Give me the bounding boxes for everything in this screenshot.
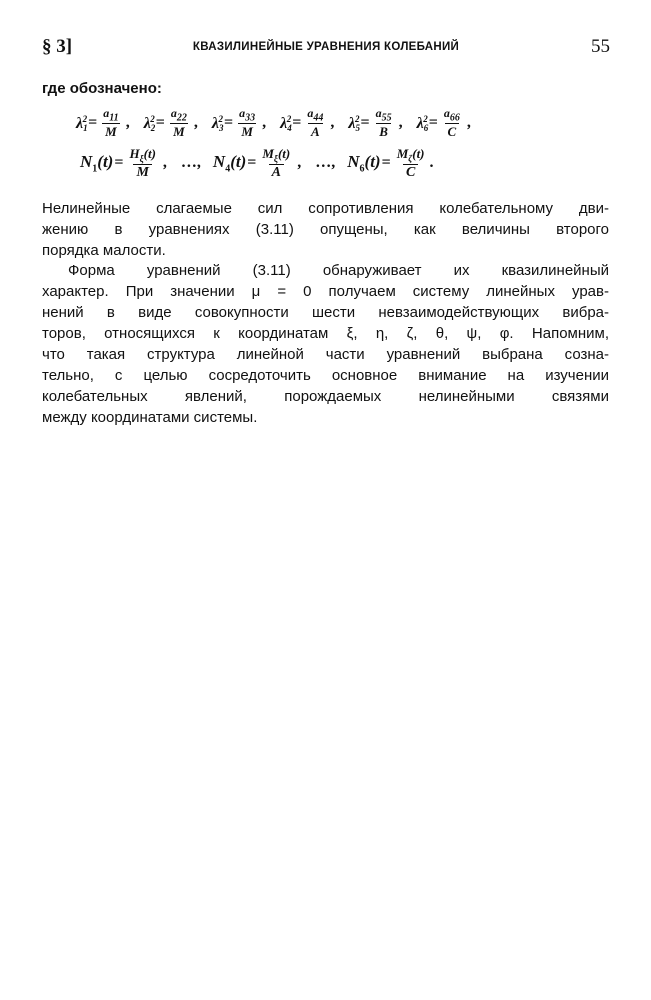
ellipsis: …, <box>180 154 201 172</box>
text-line: нений в виде совокупности шести невзаимодействующих вибра- <box>42 304 609 321</box>
intro-text: где обозначено: <box>42 80 162 97</box>
text-line: Форма уравнений (3.11) обнаруживает их квазилинейный <box>68 262 609 279</box>
lambda-eq: $\lambda_2^2$ = $\frac{a_{22}}{M}$ , <box>143 106 198 140</box>
n6-eq: $N_6(t)$ = $\frac{M_\zeta(t)}{C}$ . <box>347 146 434 180</box>
lambda-eq: $\lambda_3^2$ = $\frac{a_{33}}{M}$ , <box>211 106 267 140</box>
section-number: § 3] <box>42 36 73 57</box>
ellipsis: …, <box>315 154 336 172</box>
text-line: тельно, с целью сосредоточить основное внимание на изучении <box>42 367 609 384</box>
lambda-eq: $\lambda_4^2$ = $\frac{a_{44}}{A}$ , <box>280 106 335 140</box>
text-line: торов, относящихся к координатам ξ, η, ζ, θ, ψ, φ. Напомним, <box>42 325 609 342</box>
page-number: 55 <box>591 36 610 57</box>
lambda-eq: $\lambda_5^2$ = $\frac{a_{55}}{B}$ , <box>348 106 403 140</box>
text-line: колебательных явлений, порождаемых нелинейными связями <box>42 388 609 405</box>
running-header <box>42 36 610 64</box>
text-line: характер. При значении μ = 0 получаем систему линейных урав- <box>42 283 609 300</box>
n4-eq: $N_4(t)$ = $\frac{M_\xi(t)}{A}$ , <box>212 146 302 180</box>
paragraph-quasilinear <box>42 260 609 428</box>
n1-eq: $N_1(t)$ = $\frac{H_\xi(t)}{M}$ , <box>80 146 167 180</box>
text-line: что такая структура линейной части уравнений выбрана созна- <box>42 346 609 363</box>
n-equations <box>80 146 438 181</box>
lambda-equations <box>76 106 481 140</box>
running-title: КВАЗИЛИНЕЙНЫЕ УРАВНЕНИЯ КОЛЕБАНИЙ <box>192 41 460 53</box>
text-line: порядка малости. <box>42 242 166 259</box>
lambda-eq: $\lambda_6^2$ = $\frac{a_{66}}{C}$ , <box>416 106 471 140</box>
text-line: между координатами системы. <box>42 409 258 426</box>
text-line: Нелинейные слагаемые сил сопротивления колебательному дви- <box>42 200 609 217</box>
lambda-eq: $\lambda_1^2$ = $\frac{a_{11}}{M}$ , <box>76 106 130 140</box>
paragraph-nonlinear-terms <box>42 198 609 261</box>
text-line: жению в уравнениях (3.11) опущены, как величины второго <box>42 221 609 238</box>
